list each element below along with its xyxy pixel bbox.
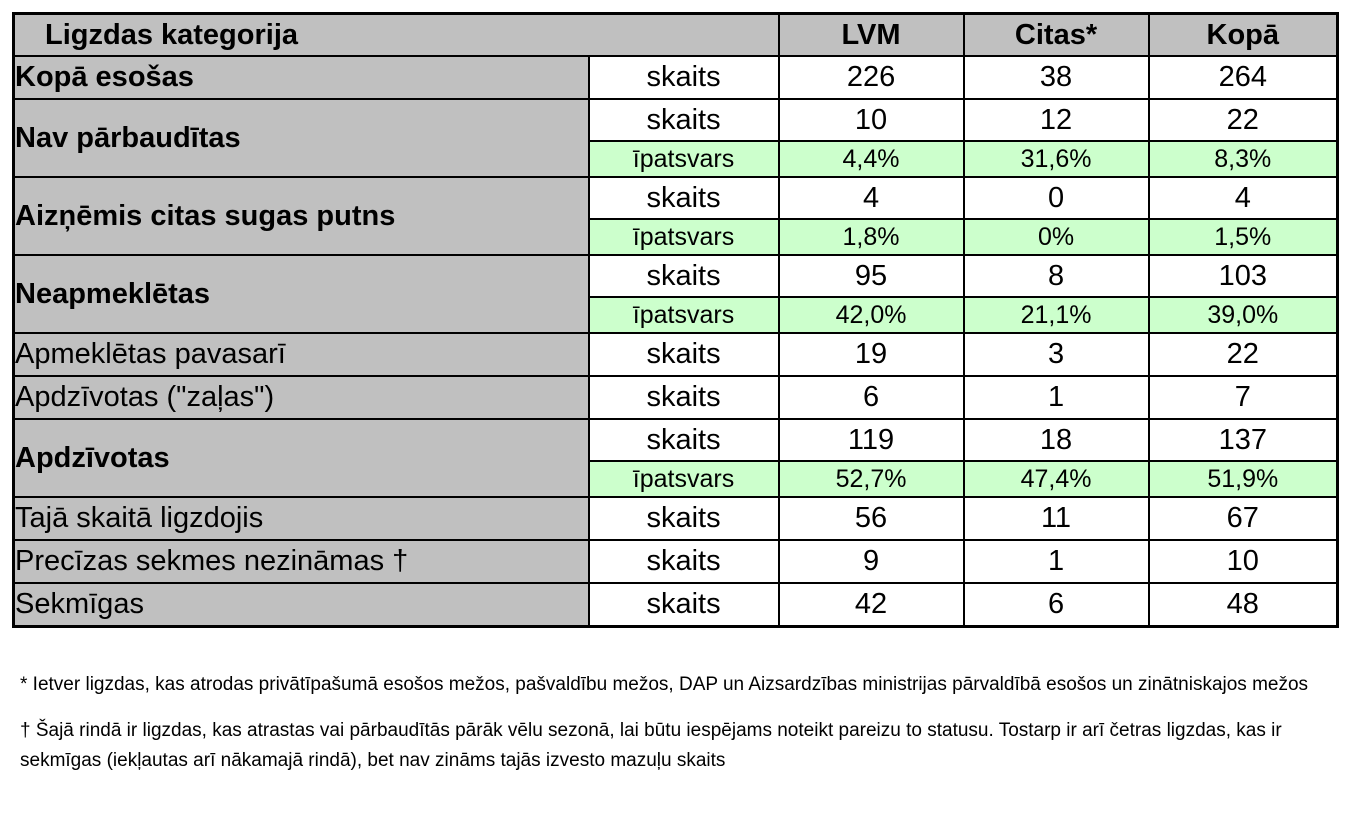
cell-citas: 0%	[964, 219, 1149, 255]
cell-citas: 0	[964, 177, 1149, 219]
measure-label: skaits	[589, 376, 779, 419]
cell-citas: 6	[964, 583, 1149, 627]
table-row	[14, 56, 1338, 99]
row-label: Apdzīvotas	[14, 419, 589, 497]
cell-lvm: 56	[779, 497, 964, 540]
table-row	[14, 376, 1338, 419]
cell-citas: 3	[964, 333, 1149, 376]
measure-label: īpatsvars	[589, 219, 779, 255]
cell-kopa: 264	[1149, 56, 1338, 99]
cell-kopa: 1,5%	[1149, 219, 1338, 255]
measure-label: īpatsvars	[589, 461, 779, 497]
cell-lvm: 10	[779, 99, 964, 141]
cell-citas: 12	[964, 99, 1149, 141]
measure-label: skaits	[589, 99, 779, 141]
cell-lvm: 6	[779, 376, 964, 419]
cell-citas: 38	[964, 56, 1149, 99]
table-row	[14, 497, 1338, 540]
measure-label: īpatsvars	[589, 297, 779, 333]
footnote-asterisk: * Ietver ligzdas, kas atrodas privātīpašumā esošos mežos, pašvaldību mežos, DAP un Aizsardzības ministrijas pārvaldībā esošos un zinātniskajos mežos	[20, 674, 1309, 695]
cell-kopa: 10	[1149, 540, 1338, 583]
cell-citas: 47,4%	[964, 461, 1149, 497]
cell-lvm: 4	[779, 177, 964, 219]
row-label: Nav pārbaudītas	[14, 99, 589, 177]
footnote-dagger: † Šajā rindā ir ligzdas, kas atrastas vai pārbaudītās pārāk vēlu sezonā, lai būtu iespējams noteikt pareizu to statusu. Tostarp ir arī četras ligzdas, kas ir sekmīgas (iekļautas arī nākamajā rindā), bet nav zināms tajās izvesto mazuļu skaits	[20, 720, 1282, 771]
measure-label: skaits	[589, 497, 779, 540]
measure-label: skaits	[589, 333, 779, 376]
cell-citas: 11	[964, 497, 1149, 540]
measure-label: skaits	[589, 56, 779, 99]
table-header-row	[14, 14, 1338, 57]
cell-lvm: 95	[779, 255, 964, 297]
table-row	[14, 177, 1338, 219]
row-label: Precīzas sekmes nezināmas †	[14, 540, 589, 583]
cell-kopa: 48	[1149, 583, 1338, 627]
cell-kopa: 7	[1149, 376, 1338, 419]
cell-lvm: 226	[779, 56, 964, 99]
table-row	[14, 255, 1338, 297]
cell-citas: 1	[964, 540, 1149, 583]
header-lvm: LVM	[779, 14, 964, 57]
cell-lvm: 42,0%	[779, 297, 964, 333]
table-row	[14, 419, 1338, 461]
cell-lvm: 42	[779, 583, 964, 627]
row-label: Apdzīvotas ("zaļas")	[14, 376, 589, 419]
measure-label: skaits	[589, 177, 779, 219]
cell-lvm: 19	[779, 333, 964, 376]
cell-kopa: 51,9%	[1149, 461, 1338, 497]
table-row	[14, 540, 1338, 583]
row-label: Neapmeklētas	[14, 255, 589, 333]
measure-label: skaits	[589, 583, 779, 627]
measure-label: skaits	[589, 540, 779, 583]
cell-lvm: 4,4%	[779, 141, 964, 177]
header-kopa: Kopā	[1149, 14, 1338, 57]
nest-category-table	[12, 12, 1339, 628]
cell-citas: 21,1%	[964, 297, 1149, 333]
cell-kopa: 22	[1149, 333, 1338, 376]
cell-citas: 1	[964, 376, 1149, 419]
cell-kopa: 137	[1149, 419, 1338, 461]
table-row	[14, 583, 1338, 627]
table-row	[14, 99, 1338, 141]
measure-label: skaits	[589, 419, 779, 461]
row-label: Apmeklētas pavasarī	[14, 333, 589, 376]
cell-citas: 31,6%	[964, 141, 1149, 177]
measure-label: īpatsvars	[589, 141, 779, 177]
row-label: Aizņēmis citas sugas putns	[14, 177, 589, 255]
cell-kopa: 22	[1149, 99, 1338, 141]
cell-lvm: 52,7%	[779, 461, 964, 497]
row-label: Sekmīgas	[14, 583, 589, 627]
cell-kopa: 67	[1149, 497, 1338, 540]
cell-lvm: 119	[779, 419, 964, 461]
header-category: Ligzdas kategorija	[14, 14, 779, 57]
row-label: Tajā skaitā ligzdojis	[14, 497, 589, 540]
cell-lvm: 1,8%	[779, 219, 964, 255]
cell-kopa: 103	[1149, 255, 1338, 297]
table-row	[14, 333, 1338, 376]
cell-kopa: 8,3%	[1149, 141, 1338, 177]
cell-kopa: 39,0%	[1149, 297, 1338, 333]
cell-kopa: 4	[1149, 177, 1338, 219]
cell-citas: 18	[964, 419, 1149, 461]
header-citas: Citas*	[964, 14, 1149, 57]
cell-lvm: 9	[779, 540, 964, 583]
measure-label: skaits	[589, 255, 779, 297]
footnotes	[20, 670, 1340, 776]
row-label: Kopā esošas	[14, 56, 589, 99]
cell-citas: 8	[964, 255, 1149, 297]
